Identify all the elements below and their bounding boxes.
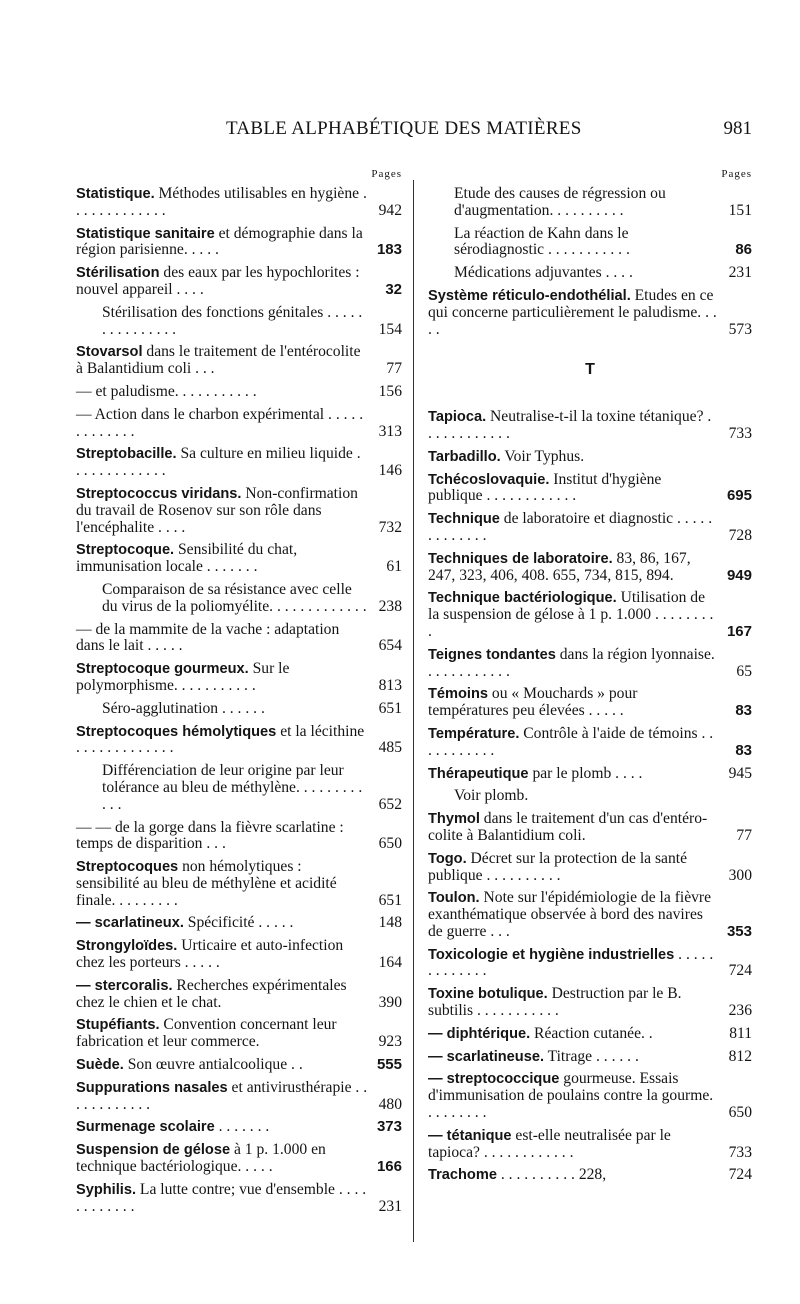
left-column <box>76 166 402 1221</box>
entry-description: dans la région lyonnaise. . . . . . . . . . . . <box>428 645 715 680</box>
entry-description: Utilisation de la suspension de gélose à 1 p. 1.000 . . . . . . . . . <box>428 589 714 640</box>
entry-text <box>76 265 368 299</box>
entry-term: Suède. <box>76 1057 124 1074</box>
entry-term: Togo. <box>428 850 467 867</box>
entry-text <box>428 226 718 260</box>
entry-text <box>428 449 718 466</box>
entry-description: . . . . . . . . . . . . . <box>428 945 714 980</box>
entry-term: Stovarsol <box>76 344 143 361</box>
index-entry <box>76 661 402 695</box>
entry-term: Suppurations nasales <box>76 1079 228 1096</box>
index-entry <box>428 1167 752 1184</box>
page-reference: 65 <box>736 662 752 680</box>
index-entry <box>76 1119 402 1136</box>
entry-term: Tapioca. <box>428 409 487 426</box>
entry-description: et antivirusthérapie . . . . . . . . . . . . <box>76 1078 368 1113</box>
entry-text <box>428 265 718 282</box>
index-entry <box>76 915 402 932</box>
page-reference: 151 <box>728 201 752 219</box>
entry-description: Destruction par le B. subtilis . . . . . . . . . . . <box>428 985 682 1020</box>
entry-description: — — de la gorge dans la fièvre scarlatine : temps de disparition . . . <box>76 818 344 853</box>
entry-description: Stérilisation des fonctions génitales . . . . . . . . . . . . . . . <box>102 303 363 338</box>
entry-description: et démographie dans la région parisienne. . . . . <box>76 224 363 259</box>
index-entry <box>76 938 402 972</box>
index-entry <box>76 265 402 299</box>
index-entry <box>428 265 752 282</box>
entry-description: Urticaire et auto-infection chez les porteurs . . . . . <box>76 937 344 972</box>
entry-text <box>428 851 718 885</box>
entry-text <box>76 859 368 909</box>
entry-text <box>428 811 718 845</box>
index-entry <box>76 407 402 441</box>
page-reference: 164 <box>378 954 402 972</box>
page-reference: 83 <box>735 702 752 720</box>
entry-text <box>76 384 368 401</box>
entry-term: Surmenage scolaire <box>76 1119 215 1136</box>
entry-text <box>428 1071 718 1121</box>
page-reference: 231 <box>378 1197 402 1215</box>
entry-term: Streptocoque. <box>76 542 175 559</box>
entry-term: — streptococcique <box>428 1071 560 1088</box>
entry-term: Thymol <box>428 811 480 828</box>
section-letter: T <box>585 361 595 379</box>
index-entry <box>428 226 752 260</box>
entry-text <box>76 820 368 854</box>
entry-description: dans le traitement de l'entérocolite à Balantidium coli . . . <box>76 343 361 378</box>
entry-term: Streptocoques <box>76 859 179 876</box>
entry-description: à 1 p. 1.000 en technique bactériologique. . . . . <box>76 1141 326 1176</box>
page-reference: 733 <box>728 1143 752 1161</box>
page-reference: 949 <box>726 566 752 584</box>
entry-term: Syphilis. <box>76 1181 137 1198</box>
entry-description: Voir plomb. <box>454 787 529 805</box>
entry-description: Institut d'hygiène publique . . . . . . . . . . . . <box>428 470 662 505</box>
pages-column-label: Pages <box>721 168 752 180</box>
entry-description: Méthodes utilisables en hygiène . . . . . . . . . . . . . <box>76 185 367 219</box>
entry-description: 83, 86, 167, 247, 323, 406, 408. 655, 734, 815, 894. <box>428 549 691 584</box>
index-entry <box>76 226 402 260</box>
page-reference: 480 <box>378 1095 402 1113</box>
page-reference: 183 <box>376 241 402 259</box>
entry-term: Technique bactériologique. <box>428 590 617 607</box>
entry-text <box>76 1142 368 1176</box>
entry-description: non hémolytiques : sensibilité au bleu de méthylène et acidité finale. . . . . . . . . <box>76 858 337 909</box>
index-entry <box>76 701 402 718</box>
index-entry <box>76 384 402 401</box>
page-header <box>0 118 800 148</box>
page-reference: 485 <box>378 739 402 757</box>
entry-text <box>76 1057 368 1074</box>
entry-description: est-elle neutralisée par le tapioca? . . . . . . . . . . . . <box>428 1126 671 1161</box>
entry-text <box>428 511 718 545</box>
index-entry <box>428 186 752 220</box>
entry-text <box>428 1026 718 1043</box>
entry-text <box>76 701 368 718</box>
index-entry <box>76 978 402 1012</box>
page-reference: 32 <box>385 280 402 298</box>
entry-term: — scarlatineuse. <box>428 1048 544 1065</box>
page-reference: 313 <box>378 422 402 440</box>
entry-description: Sensibilité du chat, immunisation locale . . . . . . . <box>76 541 298 576</box>
entry-description: Sa culture en milieu liquide . . . . . . . . . . . . . <box>76 445 361 480</box>
entry-term: Streptobacille. <box>76 446 177 463</box>
column-divider <box>413 180 414 1242</box>
index-entry <box>428 766 752 783</box>
index-entry <box>428 947 752 981</box>
entry-term: Teignes tondantes <box>428 646 556 663</box>
entry-description: — et paludisme. . . . . . . . . . . <box>76 382 257 400</box>
index-entry <box>76 1182 402 1216</box>
entry-description: Note sur l'épidémiologie de la fièvre exanthématique observée à bord des navires de guerre . . . <box>428 889 712 940</box>
pages-column-label: Pages <box>371 168 402 180</box>
index-entry <box>76 446 402 480</box>
entry-description: gourmeuse. Essais d'immunisation de poulains contre la gourme. . . . . . . . . <box>428 1070 714 1122</box>
entry-text <box>428 947 718 981</box>
entry-text <box>76 622 368 656</box>
entry-term: — tétanique <box>428 1127 512 1144</box>
entry-term: Stérilisation <box>76 265 160 282</box>
entry-text <box>76 186 368 220</box>
entry-description: de laboratoire et diagnostic . . . . . . . . . . . . . <box>428 510 713 544</box>
entry-description: Titrage . . . . . . <box>544 1047 639 1065</box>
page-reference: 373 <box>376 1118 402 1136</box>
entry-description: Etudes en ce qui concerne particulièrement le paludisme. . . . . <box>428 286 717 338</box>
entry-text <box>428 986 718 1020</box>
page-reference: 300 <box>728 866 752 884</box>
entry-text <box>76 938 368 972</box>
entry-description: Convention concernant leur fabrication et leur commerce. <box>76 1016 337 1051</box>
page-reference: 353 <box>726 922 752 940</box>
page-reference: 733 <box>728 424 752 442</box>
entry-description: Spécificité . . . . . <box>183 914 294 932</box>
entry-text <box>76 915 368 932</box>
entry-description: . . . . . . . . . . 228, <box>496 1166 607 1184</box>
entry-text <box>76 1119 368 1136</box>
index-entry <box>76 344 402 378</box>
entry-description: — Action dans le charbon expérimental . . . . . . . . . . . . . <box>76 405 364 440</box>
entry-text <box>76 446 368 480</box>
index-entry <box>76 1142 402 1176</box>
page-reference: 651 <box>378 699 402 717</box>
index-entry <box>428 726 752 760</box>
entry-text <box>76 226 368 260</box>
page-reference: 651 <box>378 891 402 909</box>
entry-text <box>428 1167 718 1184</box>
entry-text <box>76 542 368 576</box>
entry-text <box>76 978 368 1012</box>
entry-text <box>76 1182 368 1216</box>
entry-term: Streptococcus viridans. <box>76 485 242 502</box>
entry-term: Strongyloïdes. <box>76 938 178 955</box>
entry-text <box>76 344 368 378</box>
page-reference: 77 <box>736 826 752 844</box>
entry-text <box>76 407 368 441</box>
index-entry <box>428 511 752 545</box>
page-reference: 231 <box>728 264 752 282</box>
right-bottom-entries <box>428 409 752 1184</box>
index-entry <box>428 686 752 720</box>
index-entry <box>76 1080 402 1114</box>
entry-text <box>428 686 718 720</box>
entry-term: Technique <box>428 511 500 528</box>
entry-term: Techniques de laboratoire. <box>428 550 613 567</box>
page-reference: 812 <box>728 1047 752 1065</box>
entry-text <box>428 1128 718 1162</box>
page-number: 981 <box>723 118 752 139</box>
index-entry <box>428 890 752 940</box>
entry-term: Trachome <box>428 1167 497 1184</box>
right-top-entries <box>428 186 752 338</box>
entry-text <box>428 551 718 585</box>
index-entry <box>428 788 752 805</box>
entry-term: Tchécoslovaquie. <box>428 471 550 488</box>
entry-term: Streptocoques hémolytiques <box>76 723 277 740</box>
page-reference: 813 <box>378 676 402 694</box>
entry-description: ou « Mouchards » pour températures peu élevées . . . . . <box>428 685 638 720</box>
page-reference: 652 <box>378 795 402 813</box>
entry-term: Thérapeutique <box>428 765 529 782</box>
entry-text <box>428 590 718 640</box>
entry-text <box>76 486 368 536</box>
index-entry <box>76 724 402 758</box>
entry-text <box>428 472 718 506</box>
page-reference: 923 <box>378 1033 402 1051</box>
entry-term: Toxicologie et hygiène industrielles <box>428 946 675 963</box>
entry-term: Streptocoque gourmeux. <box>76 661 249 678</box>
entry-description: par le plomb . . . . <box>528 764 643 782</box>
page-reference: 650 <box>378 835 402 853</box>
entry-text <box>76 661 368 695</box>
entry-text <box>76 1017 368 1051</box>
page-reference: 724 <box>728 1166 752 1184</box>
entry-text <box>428 186 718 220</box>
entry-term: Suspension de gélose <box>76 1142 231 1159</box>
entry-text <box>76 763 368 813</box>
entry-description: Différenciation de leur origine par leur tolérance au bleu de méthylène. . . . . . . . . . . . <box>102 762 363 813</box>
page-reference: 77 <box>386 360 402 378</box>
page-reference: 83 <box>735 741 752 759</box>
index-entry <box>428 590 752 640</box>
page-reference: 695 <box>726 487 752 505</box>
entry-description: Sur le polymorphisme. . . . . . . . . . . <box>76 660 290 694</box>
index-entry <box>428 472 752 506</box>
entry-text <box>76 582 368 616</box>
index-entry <box>76 859 402 909</box>
index-entry <box>428 811 752 845</box>
entry-term: — diphtérique. <box>428 1025 531 1042</box>
page-reference: 166 <box>376 1158 402 1176</box>
index-entry <box>428 647 752 681</box>
page-reference: 724 <box>728 962 752 980</box>
page-reference: 146 <box>378 462 402 480</box>
entry-description: Décret sur la protection de la santé publique . . . . . . . . . . <box>428 849 688 884</box>
entry-term: — stercoralis. <box>76 977 173 994</box>
entry-description: Médications adjuvantes . . . . <box>454 264 633 282</box>
entry-text <box>428 1049 718 1066</box>
entry-description: Recherches expérimentales chez le chien et le chat. <box>76 976 347 1011</box>
index-entry <box>76 1057 402 1074</box>
index-entry <box>428 288 752 338</box>
entry-description: Voir Typhus. <box>500 447 585 465</box>
index-entry <box>76 582 402 616</box>
entry-text <box>428 726 718 760</box>
index-entry <box>76 763 402 813</box>
page-reference: 555 <box>376 1056 402 1074</box>
entry-term: Toulon. <box>428 890 480 907</box>
page-reference: 728 <box>728 526 752 544</box>
page-reference: 236 <box>728 1002 752 1020</box>
entry-text <box>76 724 368 758</box>
entry-term: Statistique sanitaire <box>76 225 215 242</box>
index-entry <box>76 820 402 854</box>
index-entry <box>428 1026 752 1043</box>
left-entries <box>76 186 402 1215</box>
entry-term: Toxine botulique. <box>428 986 548 1003</box>
entry-term: — scarlatineux. <box>76 915 184 932</box>
entry-term: Tarbadillo. <box>428 448 501 465</box>
index-entry <box>428 449 752 466</box>
entry-term: Témoins <box>428 686 489 703</box>
entry-description: dans le traitement d'un cas d'entéro-colite à Balantidium coli. <box>428 810 708 844</box>
page-reference: 942 <box>378 201 402 219</box>
entry-description: La lutte contre; vue d'ensemble . . . . . . . . . . . . <box>76 1180 367 1215</box>
page-reference: 811 <box>729 1024 752 1042</box>
page-reference: 650 <box>728 1104 752 1122</box>
page-reference: 573 <box>728 320 752 338</box>
page-reference: 86 <box>735 241 752 259</box>
page-reference: 390 <box>378 993 402 1011</box>
entry-text <box>428 766 718 783</box>
entry-description: . . . . . . . <box>214 1118 270 1136</box>
entry-text <box>76 305 368 339</box>
entry-description: Contrôle à l'aide de témoins . . . . . . . . . . . <box>428 724 714 759</box>
index-entry <box>428 551 752 585</box>
page-reference: 167 <box>726 622 752 640</box>
running-title: TABLE ALPHABÉTIQUE DES MATIÈRES <box>226 118 582 139</box>
entry-description: Comparaison de sa résistance avec celle du virus de la poliomyélite. . . . . . . . . . . . . <box>102 580 367 615</box>
right-column <box>428 166 752 1190</box>
page-reference: 154 <box>378 320 402 338</box>
page-reference: 148 <box>378 914 402 932</box>
entry-description: Séro-agglutination . . . . . . <box>102 699 265 717</box>
entry-text <box>428 647 718 681</box>
entry-description: Son œuvre antialcoolique . . <box>123 1056 303 1074</box>
page-reference: 654 <box>378 637 402 655</box>
entry-description: — de la mammite de la vache : adaptation dans le lait . . . . . <box>76 620 340 655</box>
index-entry <box>76 542 402 576</box>
index-entry <box>76 622 402 656</box>
entry-term: Température. <box>428 725 520 742</box>
page-reference: 156 <box>378 382 402 400</box>
index-entry <box>428 1128 752 1162</box>
entry-description: Réaction cutanée. . <box>530 1024 653 1042</box>
entry-description: Non-confirmation du travail de Rosenov sur son rôle dans l'encéphalite . . . . <box>76 484 358 536</box>
entry-text <box>428 890 718 940</box>
entry-term: Stupéfiants. <box>76 1017 160 1034</box>
index-entry <box>428 1049 752 1066</box>
index-entry <box>428 409 752 443</box>
entry-description: et la lécithine . . . . . . . . . . . . . <box>76 722 365 757</box>
entry-description: La réaction de Kahn dans le sérodiagnostic . . . . . . . . . . . <box>454 224 630 259</box>
page-reference: 945 <box>728 764 752 782</box>
page-reference: 238 <box>378 597 402 615</box>
entry-term: Système réticulo-endothélial. <box>428 287 631 304</box>
index-entry <box>76 486 402 536</box>
entry-text <box>428 409 718 443</box>
entry-term: Statistique. <box>76 186 155 202</box>
page-reference: 732 <box>378 518 402 536</box>
index-entry <box>76 305 402 339</box>
page-reference: 61 <box>386 558 402 576</box>
index-entry <box>76 1017 402 1051</box>
entry-text <box>428 788 718 805</box>
entry-text <box>428 288 718 338</box>
index-entry <box>428 1071 752 1121</box>
index-entry <box>428 986 752 1020</box>
entry-description: des eaux par les hypochlorites : nouvel appareil . . . . <box>76 264 360 298</box>
index-entry <box>76 186 402 220</box>
index-entry <box>428 851 752 885</box>
entry-description: Etude des causes de régression ou d'augmentation. . . . . . . . . . <box>454 185 666 219</box>
entry-text <box>76 1080 368 1114</box>
entry-description: Neutralise-t-il la toxine tétanique? . . . . . . . . . . . . <box>428 408 712 442</box>
